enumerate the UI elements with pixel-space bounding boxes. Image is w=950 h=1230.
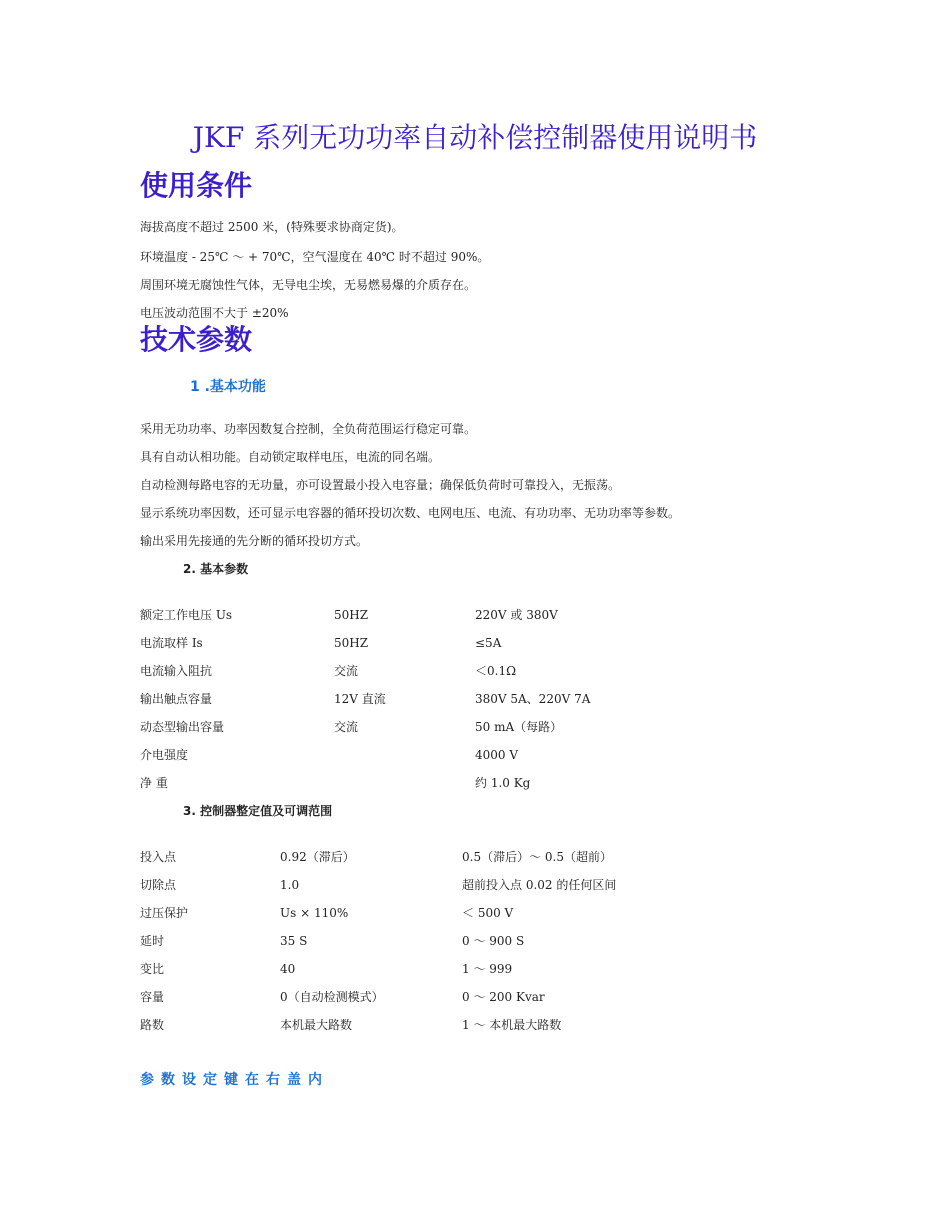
setting-default: Us × 110% — [280, 906, 349, 920]
param-condition: 交流 — [334, 664, 359, 678]
setting-default: 0（自动检测模式） — [280, 990, 384, 1004]
setting-default: 0.92（滞后） — [280, 850, 355, 864]
conditions-heading: 使用条件 — [140, 169, 253, 202]
condition-line: 海拔高度不超过 2500 米，(特殊要求协商定货)。 — [140, 220, 404, 234]
setting-range: 0 ～ 900 S — [462, 934, 525, 948]
setting-name: 延时 — [140, 934, 165, 948]
param-name: 输出触点容量 — [140, 692, 213, 706]
param-condition: 12V 直流 — [334, 692, 386, 706]
function-line: 采用无功功率、功率因数复合控制，全负荷范围运行稳定可靠。 — [140, 422, 477, 436]
setting-default: 本机最大路数 — [280, 1018, 353, 1032]
setting-range: 1 ～ 本机最大路数 — [462, 1018, 562, 1032]
settings-key-note: 参数设定键在右盖内 — [140, 1072, 329, 1088]
function-line: 自动检测每路电容的无功量，亦可设置最小投入电容量；确保低负荷时可靠投入，无振荡。 — [140, 478, 621, 492]
setting-name: 容量 — [140, 990, 165, 1004]
condition-line: 电压波动范围不大于 ±20% — [140, 306, 289, 320]
setting-default: 35 S — [280, 934, 308, 948]
param-value: 380V 5A、220V 7A — [475, 692, 591, 706]
function-line: 输出采用先接通的先分断的循环投切方式。 — [140, 534, 369, 548]
setting-name: 过压保护 — [140, 906, 189, 920]
param-value: ＜0.1Ω — [475, 664, 517, 678]
condition-line: 环境温度 - 25℃ ～ + 70℃，空气湿度在 40℃ 时不超过 90%。 — [140, 250, 490, 264]
setting-range: 超前投入点 0.02 的任何区间 — [462, 878, 617, 892]
param-value: 220V 或 380V — [475, 608, 558, 622]
param-name: 介电强度 — [140, 748, 189, 762]
setting-range: ＜ 500 V — [462, 906, 514, 920]
setting-name: 切除点 — [140, 878, 177, 892]
param-value: ≤5A — [475, 636, 502, 650]
param-name: 动态型输出容量 — [140, 720, 225, 734]
function-line: 具有自动认相功能。自动锁定取样电压，电流的同名端。 — [140, 450, 441, 464]
function-line: 显示系统功率因数，还可显示电容器的循环投切次数、电网电压、电流、有功功率、无功功率等参数。 — [140, 506, 681, 520]
setting-range: 0.5（滞后）～ 0.5（超前） — [462, 850, 612, 864]
param-name: 净 重 — [140, 776, 168, 790]
setting-default: 40 — [280, 962, 296, 976]
param-name: 额定工作电压 Us — [140, 608, 233, 622]
setting-name: 路数 — [140, 1018, 165, 1032]
condition-line: 周围环境无腐蚀性气体，无导电尘埃，无易燃易爆的介质存在。 — [140, 278, 477, 292]
param-name: 电流取样 Is — [140, 636, 203, 650]
param-value: 约 1.0 Kg — [475, 776, 531, 790]
setting-default: 1.0 — [280, 878, 300, 892]
basic-functions-heading: 1 .基本功能 — [190, 379, 266, 395]
param-condition: 50HZ — [334, 608, 369, 622]
setting-name: 投入点 — [140, 850, 177, 864]
tech-heading: 技术参数 — [140, 323, 253, 356]
param-condition: 交流 — [334, 720, 359, 734]
setting-range: 0 ～ 200 Kvar — [462, 990, 545, 1004]
setting-range: 1 ～ 999 — [462, 962, 513, 976]
basic-params-heading: 2. 基本参数 — [183, 562, 249, 576]
param-name: 电流输入阻抗 — [140, 664, 213, 678]
setting-name: 变比 — [140, 962, 165, 976]
param-value: 50 mA（每路） — [475, 720, 563, 734]
param-condition: 50HZ — [334, 636, 369, 650]
document-title: JKF 系列无功功率自动补偿控制器使用说明书 — [192, 121, 758, 154]
param-value: 4000 V — [475, 748, 519, 762]
settings-heading: 3. 控制器整定值及可调范围 — [183, 804, 333, 818]
